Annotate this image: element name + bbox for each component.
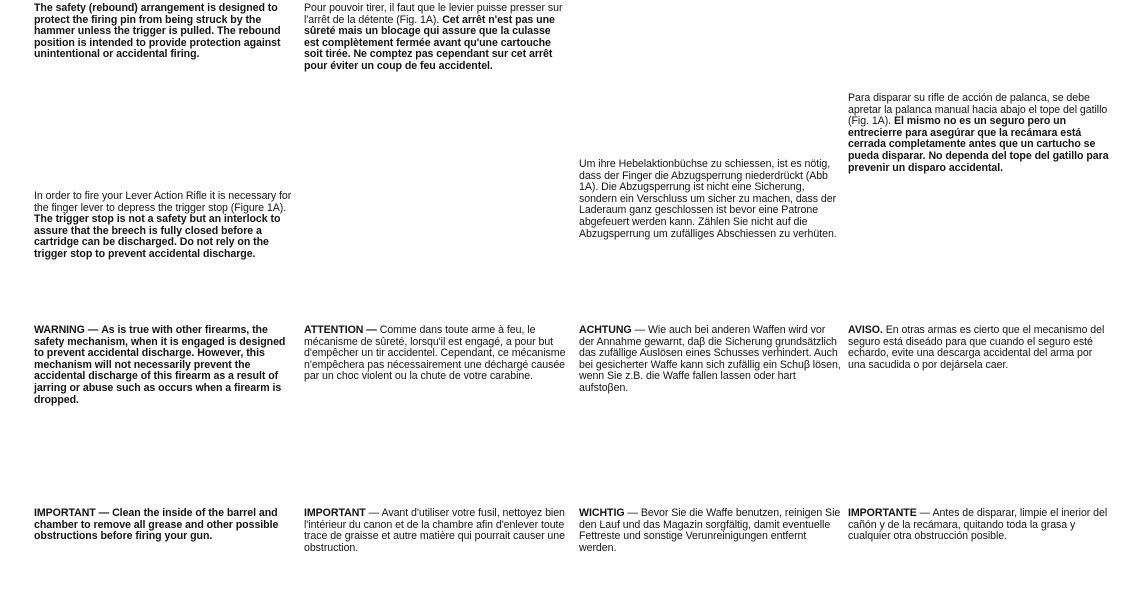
spanish-warning-text: En otras armas es cierto que el mecanismo del seguro está diseádo para que cuando el seguro esté echardo, evite una descarga accidental del arma por una sacudida o por dejársela caer. [848,324,1105,371]
german-important-label: WICHTIG [579,507,625,519]
french-important-label: IMPORTANT [304,507,366,519]
french-important-text: — Avant d'utiliser votre fusil, nettoyez bien l'intérieur du canon et de la chambre afin d'enlever toute trace de graisse et autre matière qui pourrait causer une obstruction. [304,507,565,554]
spanish-important-label: IMPORTANTE [848,507,917,519]
english-warning-label: WARNING — [34,324,99,336]
french-warning-paragraph [304,325,566,383]
spanish-warning-paragraph [848,325,1110,371]
german-important-text: — Bevor Sie die Waffe benutzen, reinigen Sie den Lauf und das Magazin sorgfältig, damit eventuelle Fettreste und sonstige Verunreinigungen entfernt werden. [579,507,841,554]
german-warning-label: ACHTUNG [579,324,632,336]
english-warning-text: As is true with other firearms, the safety mechanism, when it is engaged is designed to prevent accidental discharge. However, this mechanism will not necessarily prevent the accidental discharge of this firearm as a result of jarring or abuse such as occurs when a firearm is dropped. [34,324,286,406]
english-warning-paragraph [34,325,294,406]
english-important-text: — Clean the inside of the barrel and chamber to remove all grease and other possible obstructions before firing your gun. [34,507,279,543]
german-warning-text: — Wie auch bei anderen Waffen wird vor der Annahme gewarnt, daβ die Sicherung grundsätzlich das zufällige Auslösen eines Schusses verhindert. Auch bei gesicherter Waffe kann sich zufällig ein Schuβ lösen, wenn Sie z.B. die Waffe fallen lassen oder hart aufstoβen. [579,324,841,394]
spanish-trigger-bold: El mismo no es un seguro pero un entrecierre para asegúrar que la recámara está cerrada completamente antes que un cartucho se pueda disparar. No dependa del tope del gatillo para prevenir un disparo accidental. [848,115,1109,174]
spanish-important-text: — Antes de disparar, limpie el inerior del cañón y de la recámara, quitando toda la grasa y cualquier otra obstrucción posible. [848,507,1108,543]
spanish-important-paragraph [848,508,1110,543]
german-warning-paragraph [579,325,841,395]
french-warning-text: Comme dans toute arme à feu, le mécanisme de sûreté, lorsqu'il est engagé, a pour but d'empêcher un tir accidentel. Cependant, ce mécanisme n'empêchera pas nécessairement une déchargé causée par un choc violent ou la chute de votre carabine. [304,324,566,383]
english-safety-paragraph [34,3,294,61]
german-trigger-paragraph [579,159,841,240]
german-important-paragraph [579,508,841,554]
french-trigger-paragraph [304,3,566,73]
english-important-paragraph [34,508,294,543]
french-trigger-intro: Pour pouvoir tirer, il faut que le levier puisse presser sur l'arrêt de la détente (Fig. 1A). [304,2,563,26]
french-warning-label: ATTENTION — [304,324,377,336]
english-important-label: IMPORTANT [34,507,96,519]
french-important-paragraph [304,508,566,554]
english-trigger-paragraph [34,191,294,261]
english-safety-text: The safety (rebound) arrangement is designed to protect the firing pin from being struck by the hammer unless the trigger is pulled. The rebound position is intended to provide protection against unintentional or accidental firing. [34,2,281,61]
german-trigger-intro: Um ihre Hebelaktionbüchse zu schiessen, ist es nötig, dass der Finger die Abzugsperrung niederdrückt (Abb 1A). [579,158,831,194]
spanish-trigger-intro: Para disparar su rifle de acción de palanca, se debe apretar la palanca manual hacia abajo el tope del gatillo (Fig. 1A). [848,92,1108,128]
spanish-trigger-paragraph [848,93,1110,174]
english-trigger-bold: The trigger stop is not a safety but an interlock to assure that the breech is fully closed before a cartridge can be discharged. Do not rely on the trigger stop to prevent accidental discharge. [34,213,281,260]
english-trigger-intro: In order to fire your Lever Action Rifle it is necessary for the finger lever to depress the trigger stop (Figure 1A). [34,190,292,214]
german-trigger-bold: Die Abzugsperrung ist nicht eine Sicherung, sondern ein Verschluss um sicher zu machen, dass der Laderaum ganz geschlossen ist bevor eine Patrone abgefeuert werden kann. Zählen Sie nicht auf die Abzugsperrung um zufälliges Abschiessen zu verhüten. [579,181,837,240]
spanish-warning-label: AVISO. [848,324,883,336]
french-trigger-bold: Cet arrêt n'est pas une sûreté mais un blocage qui assure que la culasse est complètement fermée avant qu'une cartouche soit tirée. Ne comptez pas cependant sur cet arrêt pour éviter un coup de feu accidentel. [304,13,555,72]
